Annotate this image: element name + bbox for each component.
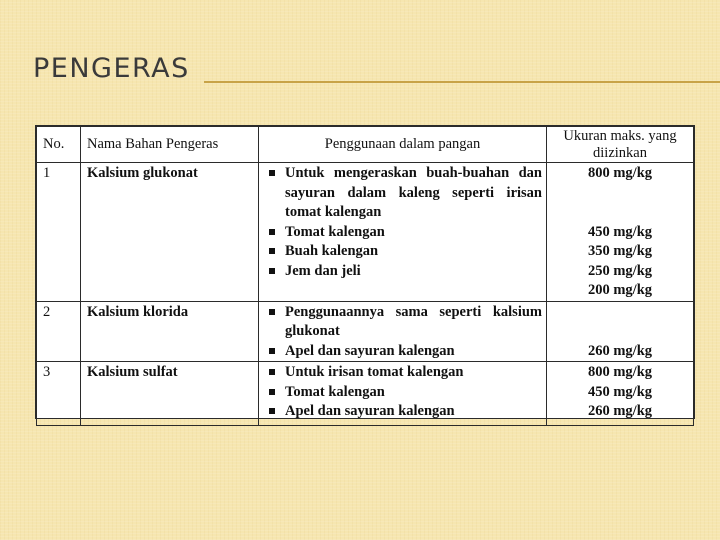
usage-item: Jem dan jeli <box>263 262 542 282</box>
row-number: 2 <box>37 301 81 362</box>
hardener-table <box>35 125 695 419</box>
substance-name: Kalsium glukonat <box>81 163 259 302</box>
header-no: No. <box>37 127 81 163</box>
max-dose: 800 mg/kg <box>587 364 653 380</box>
header-use: Penggunaan dalam pangan <box>259 127 547 163</box>
table-header-row <box>37 127 694 163</box>
usage-cell <box>259 301 547 362</box>
usage-item: Apel dan sayuran kalengan <box>263 342 542 362</box>
header-name: Nama Bahan Pengeras <box>81 127 259 163</box>
row-number: 3 <box>37 362 81 426</box>
max-dose: 800 mg/kg <box>587 165 653 181</box>
usage-cell <box>259 362 547 426</box>
title-underline <box>204 81 720 83</box>
table-row <box>37 163 694 302</box>
square-bullet-icon <box>269 248 275 254</box>
square-bullet-icon <box>269 408 275 414</box>
table-row <box>37 362 694 426</box>
max-dose: 450 mg/kg <box>587 383 653 400</box>
row-number: 1 <box>37 163 81 302</box>
substance-name: Kalsium sulfat <box>81 362 259 426</box>
max-dose-cell <box>547 163 694 302</box>
max-dose-cell <box>547 301 694 362</box>
square-bullet-icon <box>269 229 275 235</box>
square-bullet-icon <box>269 268 275 274</box>
usage-item: Buah kalengan <box>263 242 542 262</box>
usage-item: Apel dan sayuran kalengan <box>263 402 542 422</box>
usage-item: Tomat kalengan <box>263 383 542 403</box>
header-max: Ukuran maks. yang diizinkan <box>547 127 694 163</box>
square-bullet-icon <box>269 170 275 176</box>
slide-title: PENGERAS <box>33 53 190 84</box>
max-dose: 260 mg/kg <box>587 403 653 419</box>
max-dose: 260 mg/kg <box>587 342 653 359</box>
substance-name: Kalsium klorida <box>81 301 259 362</box>
max-dose-cell <box>547 362 694 426</box>
square-bullet-icon <box>269 348 275 354</box>
hardener-table-grid <box>36 126 694 426</box>
usage-item: Penggunaannya sama seperti kalsium glukonat <box>263 303 542 342</box>
usage-item: Tomat kalengan <box>263 223 542 243</box>
usage-item: Untuk irisan tomat kalengan <box>263 363 542 383</box>
square-bullet-icon <box>269 309 275 315</box>
usage-cell <box>259 163 547 302</box>
max-dose: 250 mg/kg <box>587 262 653 279</box>
usage-item: Untuk mengeraskan buah-buahan dan sayuran dalam kaleng seperti irisan tomat kalengan <box>263 164 542 223</box>
square-bullet-icon <box>269 369 275 375</box>
max-dose: 200 mg/kg <box>587 282 653 298</box>
max-dose: 450 mg/kg <box>587 223 653 240</box>
square-bullet-icon <box>269 389 275 395</box>
max-dose: 350 mg/kg <box>587 243 653 259</box>
table-row <box>37 301 694 362</box>
